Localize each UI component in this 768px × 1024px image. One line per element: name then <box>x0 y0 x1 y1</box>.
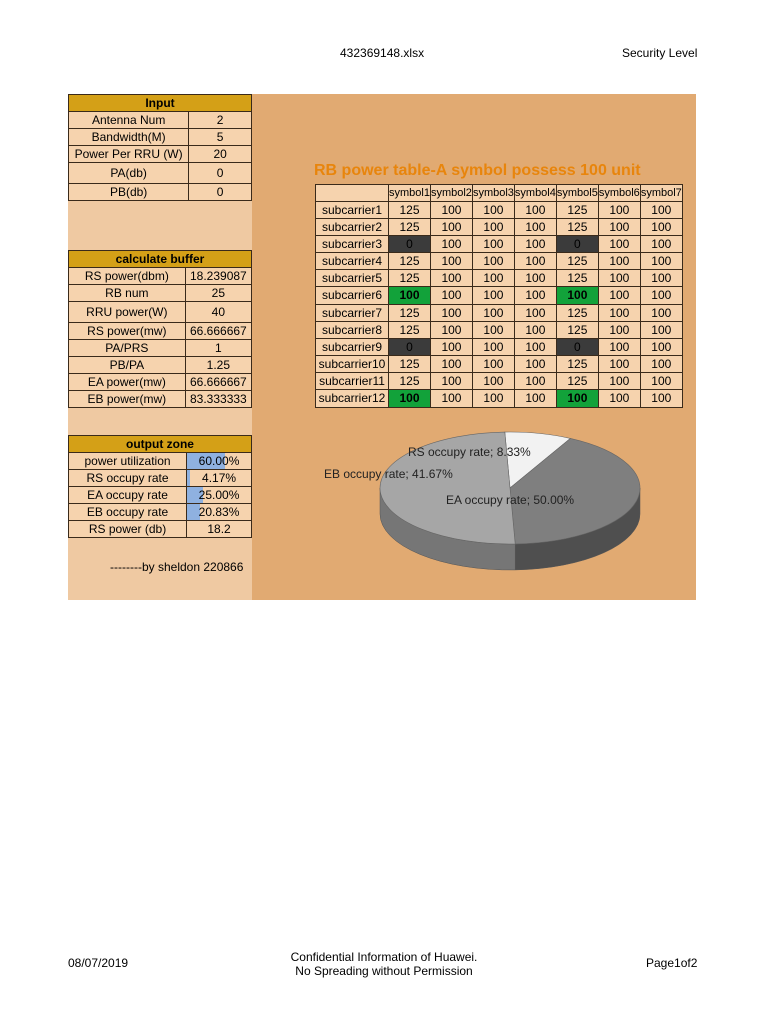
buffer-value: 18.239087 <box>185 268 251 285</box>
rb-power-cell[interactable]: 100 <box>472 202 514 219</box>
rb-table-row <box>316 202 683 219</box>
output-data-bar <box>187 470 190 486</box>
pie-data-label: RS occupy rate; 8.33% <box>408 445 531 459</box>
rb-symbol-header: symbol6 <box>598 185 640 202</box>
rb-power-cell[interactable]: 100 <box>430 322 472 339</box>
output-label: power utilization <box>69 453 187 470</box>
rb-power-cell[interactable]: 125 <box>556 322 598 339</box>
input-label: PB(db) <box>69 184 189 201</box>
rb-power-cell[interactable]: 100 <box>640 305 682 322</box>
rb-power-cell[interactable]: 100 <box>430 390 472 408</box>
rb-power-cell[interactable]: 100 <box>389 390 431 408</box>
buffer-value: 1.25 <box>185 357 251 374</box>
rb-power-cell[interactable]: 100 <box>472 287 514 305</box>
rb-power-cell[interactable]: 125 <box>389 253 431 270</box>
occupy-rate-pie-chart <box>324 416 696 586</box>
rb-power-cell[interactable]: 100 <box>640 322 682 339</box>
rb-power-cell[interactable]: 100 <box>640 390 682 408</box>
rb-power-cell[interactable]: 100 <box>430 373 472 390</box>
input-value[interactable]: 2 <box>189 112 252 129</box>
rb-power-cell[interactable]: 100 <box>640 219 682 236</box>
rb-power-cell[interactable]: 100 <box>514 390 556 408</box>
rb-power-cell[interactable]: 100 <box>514 373 556 390</box>
rb-power-cell[interactable]: 100 <box>514 339 556 356</box>
rb-power-table <box>315 184 683 408</box>
rb-power-cell[interactable]: 125 <box>556 219 598 236</box>
spreadsheet-area <box>68 94 696 600</box>
rb-power-cell[interactable]: 100 <box>472 236 514 253</box>
rb-power-cell[interactable]: 100 <box>514 356 556 373</box>
rb-power-cell[interactable]: 125 <box>389 356 431 373</box>
rb-corner-cell <box>316 185 389 202</box>
input-title: Input <box>69 95 252 112</box>
output-label: EA occupy rate <box>69 487 187 504</box>
rb-table-row <box>316 219 683 236</box>
output-value-text: 20.83% <box>198 504 240 519</box>
rb-power-cell[interactable]: 100 <box>389 287 431 305</box>
rb-power-cell[interactable]: 100 <box>514 287 556 305</box>
buffer-label: PB/PA <box>69 357 186 374</box>
rb-power-cell[interactable]: 100 <box>598 390 640 408</box>
rb-power-cell[interactable]: 100 <box>472 305 514 322</box>
input-value[interactable]: 0 <box>189 184 252 201</box>
buffer-value: 66.666667 <box>185 374 251 391</box>
rb-power-cell[interactable]: 0 <box>389 339 431 356</box>
rb-power-cell[interactable]: 125 <box>389 219 431 236</box>
rb-subcarrier-label: subcarrier12 <box>316 390 389 408</box>
rb-table-row <box>316 390 683 408</box>
rb-power-cell[interactable]: 100 <box>640 373 682 390</box>
output-value-text: 25.00% <box>198 487 240 502</box>
rb-symbol-header: symbol4 <box>514 185 556 202</box>
rb-symbol-header: symbol2 <box>430 185 472 202</box>
rb-power-cell[interactable]: 100 <box>514 253 556 270</box>
input-label: Bandwidth(M) <box>69 129 189 146</box>
rb-power-cell[interactable]: 100 <box>472 253 514 270</box>
buffer-label: PA/PRS <box>69 340 186 357</box>
rb-power-cell[interactable]: 100 <box>472 322 514 339</box>
rb-subcarrier-label: subcarrier3 <box>316 236 389 253</box>
rb-power-cell[interactable]: 100 <box>598 202 640 219</box>
rb-power-cell[interactable]: 100 <box>514 236 556 253</box>
confidential-line-1: Confidential Information of Huawei. <box>290 950 478 964</box>
output-value-text: 60.00% <box>198 453 240 468</box>
rb-power-cell[interactable]: 100 <box>430 270 472 287</box>
rb-power-cell[interactable]: 125 <box>389 202 431 219</box>
rb-power-cell[interactable]: 0 <box>556 339 598 356</box>
rb-subcarrier-label: subcarrier10 <box>316 356 389 373</box>
buffer-value: 1 <box>185 340 251 357</box>
rb-power-cell[interactable]: 100 <box>598 219 640 236</box>
output-value <box>187 453 252 470</box>
rb-subcarrier-label: subcarrier9 <box>316 339 389 356</box>
rb-table-row <box>316 339 683 356</box>
output-value <box>187 487 252 504</box>
rb-subcarrier-label: subcarrier1 <box>316 202 389 219</box>
rb-table-title: RB power table-A symbol possess 100 unit <box>314 162 641 179</box>
security-level: Security Level <box>622 46 698 60</box>
rb-power-cell[interactable]: 125 <box>556 253 598 270</box>
input-value[interactable]: 0 <box>189 163 252 184</box>
rb-power-cell[interactable]: 100 <box>430 253 472 270</box>
input-label: PA(db) <box>69 163 189 184</box>
rb-power-cell[interactable]: 100 <box>514 305 556 322</box>
rb-power-cell[interactable]: 100 <box>556 390 598 408</box>
file-name: 432369148.xlsx <box>340 46 425 60</box>
buffer-title: calculate buffer <box>69 251 252 268</box>
rb-power-cell[interactable]: 100 <box>640 236 682 253</box>
output-value <box>187 470 252 487</box>
rb-power-cell[interactable]: 100 <box>514 202 556 219</box>
author-signature: --------by sheldon 220866 <box>110 560 244 574</box>
output-title: output zone <box>69 436 252 453</box>
rb-table-row <box>316 373 683 390</box>
output-label: RS occupy rate <box>69 470 187 487</box>
rb-power-cell[interactable]: 100 <box>472 373 514 390</box>
rb-subcarrier-label: subcarrier11 <box>316 373 389 390</box>
output-value <box>187 504 252 521</box>
buffer-table <box>68 250 252 408</box>
rb-subcarrier-label: subcarrier4 <box>316 253 389 270</box>
rb-power-cell[interactable]: 100 <box>472 356 514 373</box>
output-label: EB occupy rate <box>69 504 187 521</box>
input-value[interactable]: 20 <box>189 146 252 163</box>
output-label: RS power (db) <box>69 521 187 538</box>
rb-power-cell[interactable]: 100 <box>640 270 682 287</box>
input-value[interactable]: 5 <box>189 129 252 146</box>
rb-power-cell[interactable]: 100 <box>640 253 682 270</box>
rb-power-cell[interactable]: 125 <box>556 270 598 287</box>
input-label: Antenna Num <box>69 112 189 129</box>
rb-power-cell[interactable]: 125 <box>556 356 598 373</box>
buffer-label: RS power(mw) <box>69 323 186 340</box>
rb-power-cell[interactable]: 125 <box>389 305 431 322</box>
rb-power-cell[interactable]: 100 <box>472 270 514 287</box>
rb-symbol-header: symbol1 <box>389 185 431 202</box>
buffer-value: 25 <box>185 285 251 302</box>
rb-power-cell[interactable]: 100 <box>430 287 472 305</box>
output-value: 18.2 <box>187 521 252 538</box>
rb-power-cell[interactable]: 100 <box>598 287 640 305</box>
rb-power-cell[interactable]: 125 <box>389 322 431 339</box>
buffer-value: 40 <box>185 302 251 323</box>
buffer-label: EB power(mw) <box>69 391 186 408</box>
confidential-line-2: No Spreading without Permission <box>295 964 473 978</box>
input-label: Power Per RRU (W) <box>69 146 189 163</box>
rb-table-row <box>316 356 683 373</box>
rb-power-cell[interactable]: 100 <box>430 339 472 356</box>
buffer-label: RB num <box>69 285 186 302</box>
rb-subcarrier-label: subcarrier8 <box>316 322 389 339</box>
rb-power-cell[interactable]: 100 <box>598 253 640 270</box>
rb-power-cell[interactable]: 125 <box>556 373 598 390</box>
pie-data-label: EB occupy rate; 41.67% <box>324 467 453 481</box>
rb-power-cell[interactable]: 100 <box>598 322 640 339</box>
footer-page-number: Page1of2 <box>646 956 698 970</box>
rb-table-row <box>316 305 683 322</box>
rb-power-cell[interactable]: 0 <box>556 236 598 253</box>
rb-table-row <box>316 270 683 287</box>
rb-symbol-header: symbol5 <box>556 185 598 202</box>
input-table <box>68 94 252 201</box>
rb-power-cell[interactable]: 100 <box>598 339 640 356</box>
rb-power-cell[interactable]: 100 <box>430 202 472 219</box>
rb-power-cell[interactable]: 125 <box>389 373 431 390</box>
rb-power-cell[interactable]: 100 <box>514 219 556 236</box>
rb-power-cell[interactable]: 0 <box>389 236 431 253</box>
rb-symbol-header: symbol3 <box>472 185 514 202</box>
rb-power-cell[interactable]: 100 <box>598 236 640 253</box>
rb-symbol-header: symbol7 <box>640 185 682 202</box>
rb-power-cell[interactable]: 100 <box>598 373 640 390</box>
rb-table-row <box>316 322 683 339</box>
rb-table-row <box>316 287 683 305</box>
rb-subcarrier-label: subcarrier5 <box>316 270 389 287</box>
rb-power-cell[interactable]: 100 <box>598 305 640 322</box>
rb-power-cell[interactable]: 100 <box>514 270 556 287</box>
rb-power-cell[interactable]: 100 <box>430 236 472 253</box>
buffer-label: RRU power(W) <box>69 302 186 323</box>
rb-power-cell[interactable]: 100 <box>430 305 472 322</box>
rb-power-cell[interactable]: 125 <box>556 202 598 219</box>
pie-data-label: EA occupy rate; 50.00% <box>446 493 575 507</box>
rb-power-cell[interactable]: 100 <box>472 390 514 408</box>
footer-confidential <box>234 950 534 978</box>
output-table <box>68 435 252 538</box>
rb-power-cell[interactable]: 100 <box>472 339 514 356</box>
buffer-value: 66.666667 <box>185 323 251 340</box>
rb-subcarrier-label: subcarrier2 <box>316 219 389 236</box>
rb-power-cell[interactable]: 125 <box>389 270 431 287</box>
rb-power-cell[interactable]: 100 <box>556 287 598 305</box>
rb-table-row <box>316 253 683 270</box>
rb-power-cell[interactable]: 100 <box>640 339 682 356</box>
rb-power-cell[interactable]: 100 <box>640 202 682 219</box>
rb-power-cell[interactable]: 100 <box>640 287 682 305</box>
rb-power-cell[interactable]: 125 <box>556 305 598 322</box>
rb-power-cell[interactable]: 100 <box>598 270 640 287</box>
rb-power-cell[interactable]: 100 <box>472 219 514 236</box>
rb-power-cell[interactable]: 100 <box>640 356 682 373</box>
rb-table-row <box>316 236 683 253</box>
output-value-text: 4.17% <box>202 470 237 485</box>
footer-date: 08/07/2019 <box>68 956 129 970</box>
rb-power-cell[interactable]: 100 <box>430 219 472 236</box>
rb-power-cell[interactable]: 100 <box>514 322 556 339</box>
rb-power-cell[interactable]: 100 <box>598 356 640 373</box>
buffer-label: RS power(dbm) <box>69 268 186 285</box>
buffer-value: 83.333333 <box>185 391 251 408</box>
rb-power-cell[interactable]: 100 <box>430 356 472 373</box>
rb-subcarrier-label: subcarrier7 <box>316 305 389 322</box>
rb-subcarrier-label: subcarrier6 <box>316 287 389 305</box>
buffer-label: EA power(mw) <box>69 374 186 391</box>
